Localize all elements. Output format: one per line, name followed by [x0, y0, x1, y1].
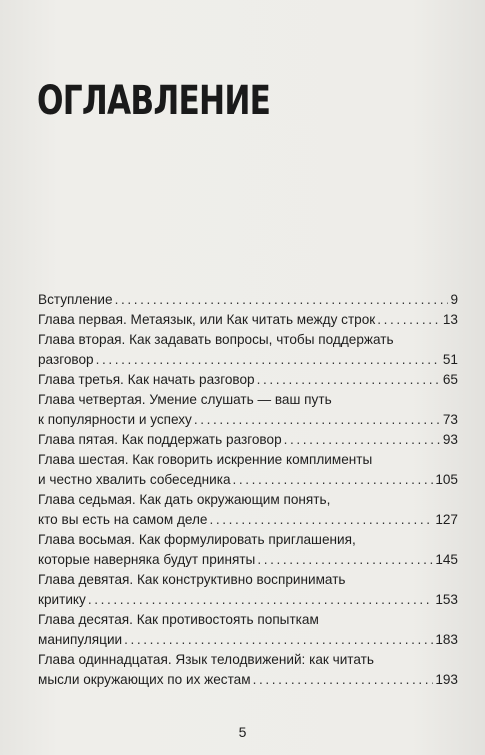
- toc-entry-text: Глава вторая. Как задавать вопросы, чтобы поддержать: [38, 332, 394, 347]
- toc-entry: [38, 330, 458, 370]
- toc-entry: [38, 290, 458, 310]
- toc-entry-line: [38, 510, 458, 530]
- table-of-contents: [38, 290, 458, 690]
- toc-entry: [38, 390, 458, 430]
- toc-entry-line: [38, 630, 458, 650]
- toc-entry-line: [38, 410, 458, 430]
- toc-entry: [38, 530, 458, 570]
- toc-entry-line: [38, 590, 458, 610]
- toc-entry-line: [38, 370, 458, 390]
- toc-leader-dots: [257, 550, 433, 570]
- toc-entry-line: [38, 390, 458, 410]
- toc-entry-text: Глава третья. Как начать разговор: [38, 372, 255, 387]
- toc-page-number: 93: [442, 432, 458, 447]
- toc-entry: [38, 370, 458, 390]
- toc-page-number: 73: [442, 412, 458, 427]
- toc-page-number: 127: [435, 512, 458, 527]
- toc-entry-text: Вступление: [38, 292, 113, 307]
- toc-leader-dots: [96, 350, 441, 370]
- toc-entry-line: [38, 450, 458, 470]
- toc-entry-text: Глава пятая. Как поддержать разговор: [38, 432, 282, 447]
- page-number: 5: [238, 724, 247, 740]
- toc-entry: [38, 570, 458, 610]
- toc-page-number: 9: [450, 292, 458, 307]
- toc-entry-text: Глава первая. Метаязык, или Как читать между строк: [38, 312, 376, 327]
- toc-entry-line: [38, 650, 458, 670]
- toc-leader-dots: [284, 430, 441, 450]
- toc-entry-line: [38, 670, 458, 690]
- toc-leader-dots: [124, 630, 433, 650]
- toc-entry-text: которые наверняка будут приняты: [38, 552, 256, 567]
- toc-entry-line: [38, 610, 458, 630]
- toc-entry-line: [38, 530, 458, 550]
- toc-entry-text: манипуляции: [38, 632, 123, 647]
- toc-page-number: 153: [435, 592, 458, 607]
- toc-entry-line: [38, 310, 458, 330]
- toc-entry-text: к популярности и успеху: [38, 412, 192, 427]
- toc-entry-text: Глава одиннадцатая. Язык телодвижений: как читать: [38, 652, 374, 667]
- toc-entry-text: Глава четвертая. Умение слушать — ваш путь: [38, 392, 332, 407]
- toc-entry: [38, 430, 458, 450]
- toc-entry-line: [38, 430, 458, 450]
- toc-leader-dots: [257, 370, 441, 390]
- toc-entry-text: Глава десятая. Как противостоять попыткам: [38, 612, 319, 627]
- toc-entry-line: [38, 470, 458, 490]
- toc-leader-dots: [88, 590, 433, 610]
- toc-page-number: 13: [442, 312, 458, 327]
- toc-entry-line: [38, 330, 458, 350]
- toc-entry-text: Глава шестая. Как говорить искренние комплименты: [38, 452, 373, 467]
- page-title: ОГЛАВЛЕНИЕ: [37, 78, 271, 124]
- toc-entry-text: разговор: [38, 352, 94, 367]
- toc-entry-text: кто вы есть на самом деле: [38, 512, 208, 527]
- toc-entry-line: [38, 490, 458, 510]
- toc-entry: [38, 650, 458, 690]
- toc-entry-line: [38, 290, 458, 310]
- toc-entry-text: Глава седьмая. Как дать окружающим понять,: [38, 492, 331, 507]
- toc-leader-dots: [115, 290, 449, 310]
- toc-leader-dots: [377, 310, 441, 330]
- toc-entry-text: мысли окружающих по их жестам: [38, 672, 251, 687]
- toc-page-number: 105: [435, 472, 458, 487]
- toc-entry-text: Глава девятая. Как конструктивно воспринимать: [38, 572, 346, 587]
- toc-page-number: 51: [442, 352, 458, 367]
- toc-page-number: 145: [435, 552, 458, 567]
- toc-entry: [38, 450, 458, 490]
- toc-entry-line: [38, 550, 458, 570]
- toc-entry-text: критику: [38, 592, 86, 607]
- toc-leader-dots: [233, 470, 434, 490]
- toc-entry: [38, 610, 458, 650]
- toc-page-number: 183: [435, 632, 458, 647]
- toc-entry-line: [38, 350, 458, 370]
- toc-page-number: 65: [442, 372, 458, 387]
- toc-entry: [38, 490, 458, 530]
- toc-page-number: 193: [435, 672, 458, 687]
- toc-entry-text: Глава восьмая. Как формулировать приглашения,: [38, 532, 356, 547]
- toc-leader-dots: [209, 510, 433, 530]
- toc-leader-dots: [194, 410, 441, 430]
- toc-entry-line: [38, 570, 458, 590]
- toc-entry: [38, 310, 458, 330]
- toc-leader-dots: [253, 670, 434, 690]
- toc-entry-text: и честно хвалить собеседника: [38, 472, 231, 487]
